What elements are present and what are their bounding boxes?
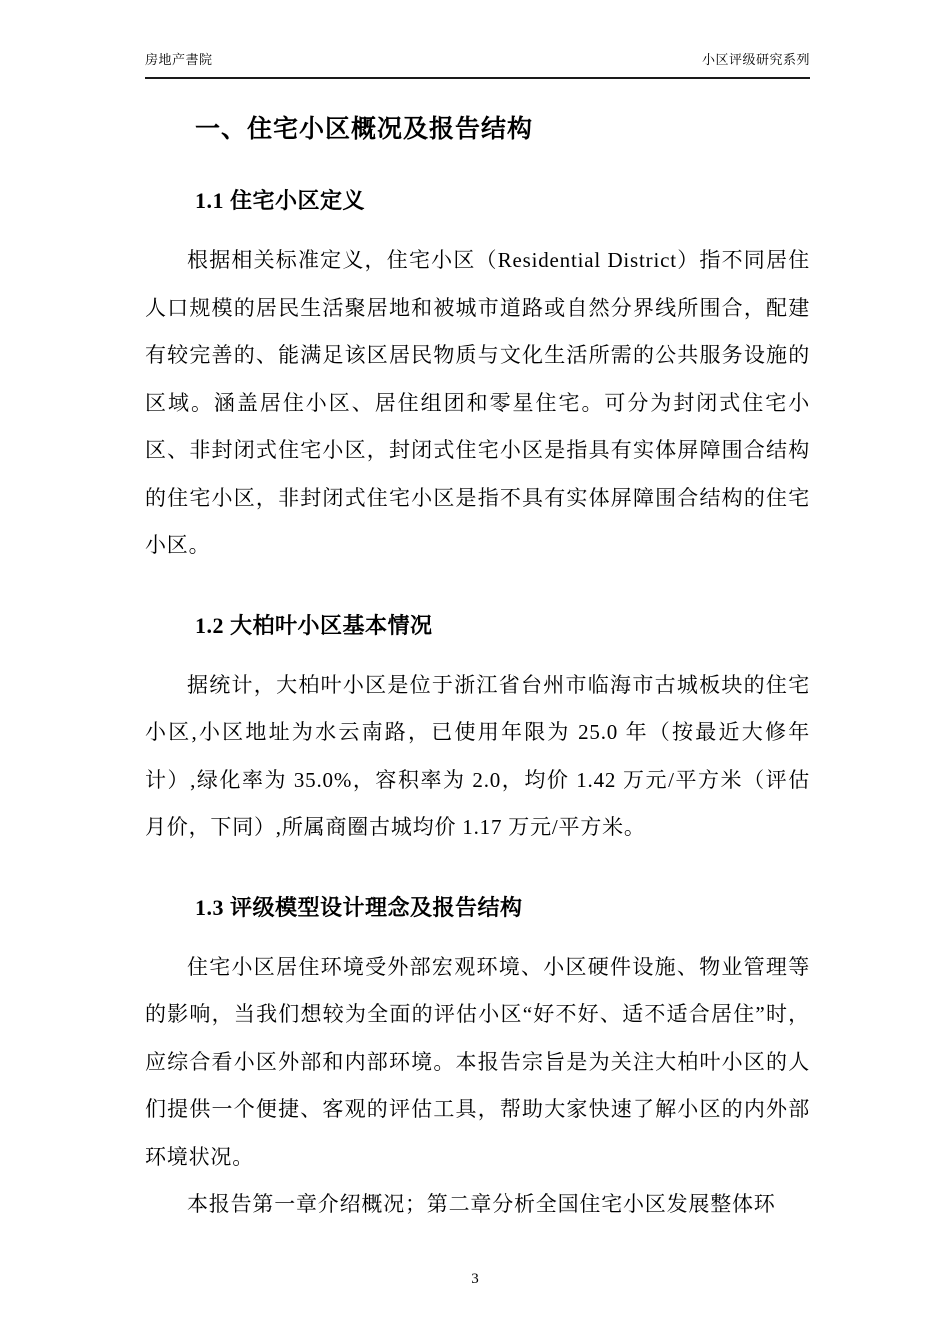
section-heading-1-1: 1.1 住宅小区定义 bbox=[195, 188, 366, 213]
section-1-2-paragraph-1: 据统计，大柏叶小区是位于浙江省台州市临海市古城板块的住宅小区,小区地址为水云南路，已使用年限为 25.0 年（按最近大修年计）,绿化率为 35.0%，容积率为 2.0，均价 1.42 万元/平方米（评估月价，下同）,所属商圈古城均价 1.17 万元/平方米。 bbox=[145, 672, 810, 839]
section-1-3-paragraph-2: 本报告第一章介绍概况；第二章分析全国住宅小区发展整体环 bbox=[187, 1192, 776, 1216]
section-heading-1-3: 1.3 评级模型设计理念及报告结构 bbox=[195, 894, 523, 920]
page-number: 3 bbox=[471, 1271, 479, 1287]
section-heading-1-2: 1.2 大柏叶小区基本情况 bbox=[195, 612, 433, 638]
section-1-1-paragraph-1: 根据相关标准定义，住宅小区（Residential District）指不同居住人口规模的居民生活聚居地和被城市道路或自然分界线所围合，配建有较完善的、能满足该区居民物质与文化生活所需的公共服务设施的区域。涵盖居住小区、居住组团和零星住宅。可分为封闭式住宅小区、非封闭式住宅小区，封闭式住宅小区是指具有实体屏障围合结构的住宅小区，非封闭式住宅小区是指不具有实体屏障围合结构的住宅小区。 bbox=[145, 248, 810, 557]
page-header bbox=[145, 52, 810, 79]
header-left-text: 房地产書院 bbox=[145, 52, 213, 67]
section-1-3-paragraph-1: 住宅小区居住环境受外部宏观环境、小区硬件设施、物业管理等的影响，当我们想较为全面的评估小区“好不好、适不适合居住”时，应综合看小区外部和内部环境。本报告宗旨是为关注大柏叶小区的人们提供一个便捷、客观的评估工具，帮助大家快速了解小区的内外部环境状况。 bbox=[145, 954, 810, 1169]
header-right-text: 小区评级研究系列 bbox=[701, 52, 810, 67]
chapter-title: 一、住宅小区概况及报告结构 bbox=[195, 116, 534, 143]
